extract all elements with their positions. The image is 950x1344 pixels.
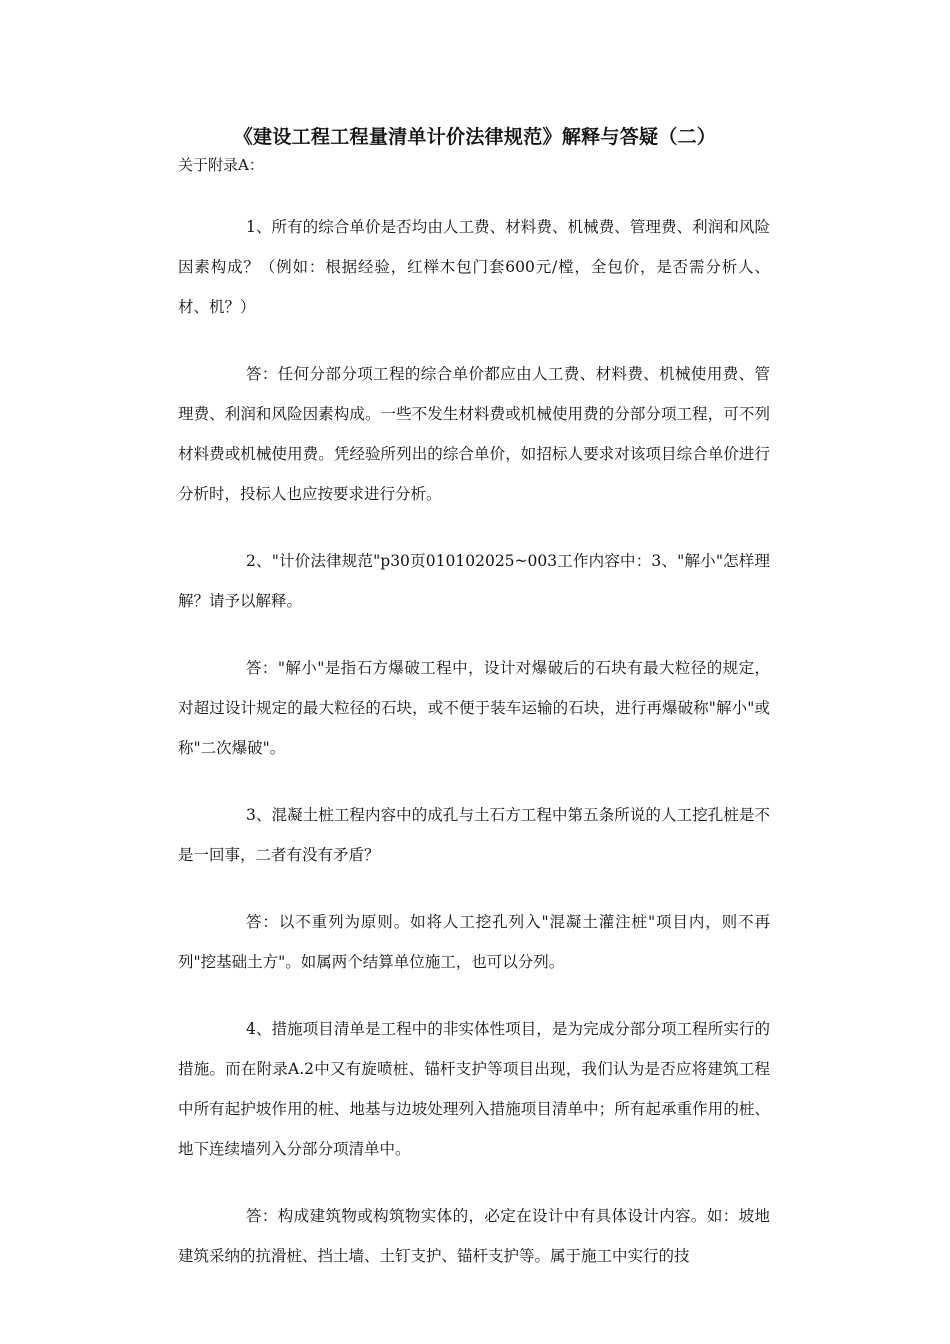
answer-3: 答：以不重列为原则。如将人工挖孔列入"混凝土灌注桩"项目内，则不再列"挖基础土方"。如属两个结算单位施工，也可以分列。 — [178, 913, 770, 971]
document-body — [178, 207, 770, 1303]
section-label: 关于附录A： — [178, 156, 264, 174]
answer-4: 答：构成建筑物或构筑物实体的，必定在设计中有具体设计内容。如：坡地建筑采纳的抗滑桩、挡土墙、土钉支护、锚杆支护等。属于施工中实行的技 — [178, 1207, 770, 1265]
question-2: 2、"计价法律规范"p30页010102025~003工作内容中：3、"解小"怎样理解？请予以解释。 — [178, 552, 770, 610]
question-3: 3、混凝土桩工程内容中的成孔与土石方工程中第五条所说的人工挖孔桩是不是一回事，二者有没有矛盾？ — [178, 806, 770, 864]
answer-2: 答："解小"是指石方爆破工程中，设计对爆破后的石块有最大粒径的规定，对超过设计规定的最大粒径的石块，或不便于装车运输的石块，进行再爆破称"解小"或称"二次爆破"。 — [178, 659, 770, 757]
answer-1: 答：任何分部分项工程的综合单价都应由人工费、材料费、机械使用费、管理费、利润和风险因素构成。一些不发生材料费或机械使用费的分部分项工程，可不列材料费或机械使用费。凭经验所列出的综合单价，如招标人要求对该项目综合单价进行分析时，投标人也应按要求进行分析。 — [178, 365, 770, 503]
question-4: 4、措施项目清单是工程中的非实体性项目，是为完成分部分项工程所实行的措施。而在附录A.2中又有旋喷桩、锚杆支护等项目出现，我们认为是否应将建筑工程中所有起护坡作用的桩、地基与边坡处理列入措施项目清单中；所有起承重作用的桩、地下连续墙列入分部分项清单中。 — [178, 1020, 770, 1158]
document-title: 《建设工程工程量清单计价法律规范》解释与答疑（二） — [233, 126, 717, 148]
question-1: 1、所有的综合单价是否均由人工费、材料费、机械费、管理费、利润和风险因素构成？（例如：根据经验，红榉木包门套600元/樘，全包价，是否需分析人、材、机？） — [178, 218, 770, 316]
